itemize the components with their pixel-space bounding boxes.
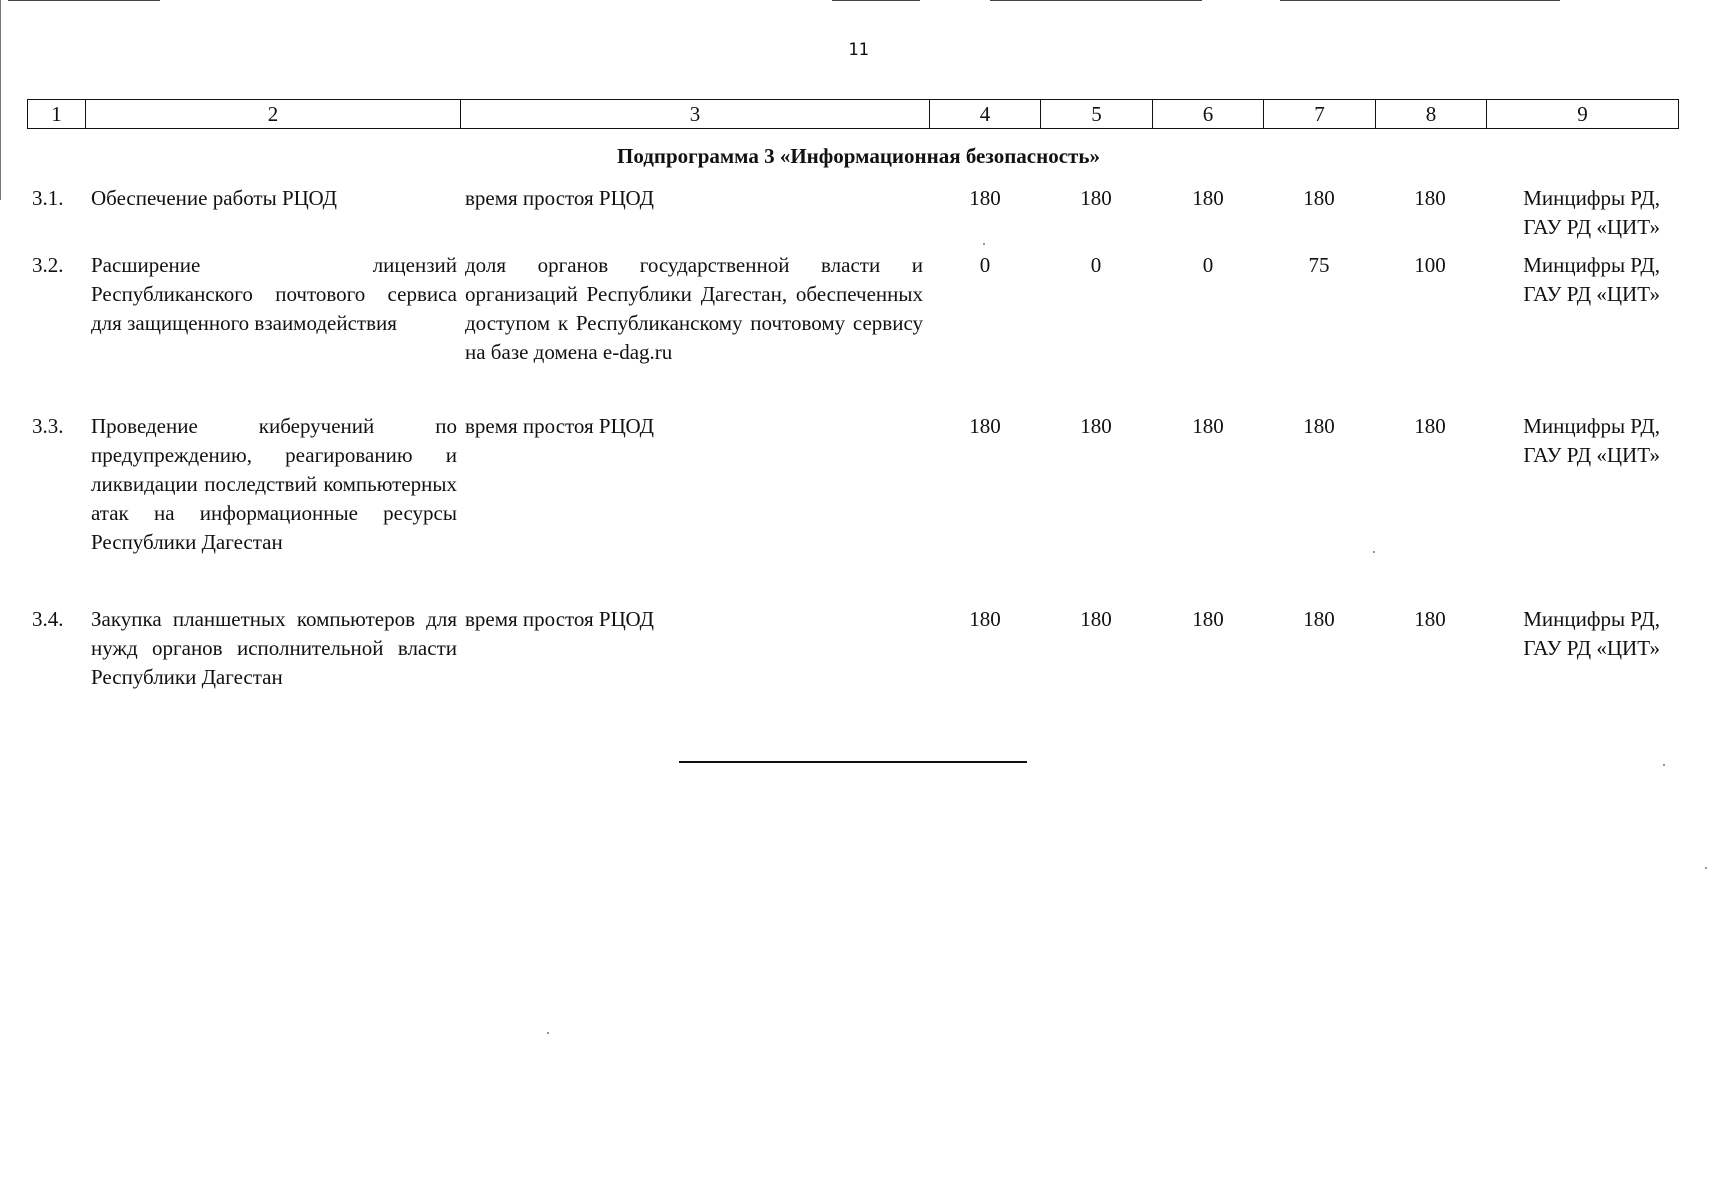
indicator-value: 180 [1192, 607, 1224, 631]
scan-edge-line [8, 0, 160, 1]
responsible-executor [1470, 184, 1660, 242]
indicator-value: 75 [1308, 253, 1330, 277]
indicator-value: 180 [1080, 414, 1112, 438]
responsible-executor [1470, 251, 1660, 309]
responsible-line: Минцифры РД, [1523, 186, 1660, 210]
subprogram-title: Подпрограмма 3 «Информационная безопасность» [617, 144, 1100, 168]
indicator-name: время простоя РЦОД [465, 186, 654, 210]
activity-name: Проведение киберучений по предупреждению, реагированию и ликвидации последствий компьютерных атак на информационные ресурсы Республики Дагестан [91, 414, 457, 554]
scan-speck [1705, 867, 1707, 869]
scan-speck [983, 243, 985, 245]
document-end-rule [679, 761, 1027, 763]
column-number: 4 [930, 100, 1041, 129]
indicator-value: 180 [1303, 186, 1335, 210]
indicator-name: время простоя РЦОД [465, 607, 654, 631]
row-number: 3.1. [32, 186, 64, 210]
indicator-value: 180 [1414, 414, 1446, 438]
indicator-value: 180 [969, 607, 1001, 631]
column-number: 2 [86, 100, 461, 129]
column-number: 9 [1487, 100, 1679, 129]
scan-left-edge [0, 0, 1, 200]
page-number: 11 [848, 40, 869, 60]
column-number: 6 [1153, 100, 1264, 129]
indicator-value: 180 [969, 186, 1001, 210]
row-number: 3.2. [32, 253, 64, 277]
indicator-value: 0 [1202, 253, 1214, 277]
column-number: 1 [28, 100, 86, 129]
column-number: 5 [1041, 100, 1153, 129]
indicator-value: 180 [1414, 186, 1446, 210]
responsible-line: ГАУ РД «ЦИТ» [1523, 215, 1660, 239]
activity-name: Обеспечение работы РЦОД [91, 186, 337, 210]
responsible-line: ГАУ РД «ЦИТ» [1523, 282, 1660, 306]
indicator-value: 0 [1090, 253, 1102, 277]
column-number-header [27, 99, 1679, 129]
scan-edge-line [990, 0, 1202, 1]
column-number: 3 [461, 100, 930, 129]
row-number: 3.3. [32, 414, 64, 438]
scan-speck [1663, 764, 1665, 766]
indicator-value: 180 [1192, 414, 1224, 438]
scan-edge-line [1280, 0, 1560, 1]
indicator-value: 0 [979, 253, 991, 277]
scan-speck [547, 1032, 549, 1034]
indicator-value: 180 [1080, 607, 1112, 631]
activity-name: Закупка планшетных компьютеров для нужд органов исполнительной власти Республики Дагестан [91, 607, 457, 689]
activity-name: Расширение лицензий Республиканского почтового сервиса для защищенного взаимодействия [91, 253, 457, 335]
indicator-value: 100 [1414, 253, 1446, 277]
responsible-line: Минцифры РД, [1523, 414, 1660, 438]
row-number: 3.4. [32, 607, 64, 631]
responsible-line: Минцифры РД, [1523, 253, 1660, 277]
indicator-value: 180 [1303, 414, 1335, 438]
indicator-value: 180 [969, 414, 1001, 438]
responsible-executor [1470, 605, 1660, 663]
indicator-name: доля органов государственной власти и организаций Республики Дагестан, обеспеченных доступом к Республиканскому почтовому сервису на базе домена e-dag.ru [465, 253, 923, 364]
indicator-value: 180 [1303, 607, 1335, 631]
responsible-executor [1470, 412, 1660, 470]
scan-edge-line [832, 0, 920, 1]
scan-speck [1373, 551, 1375, 553]
responsible-line: ГАУ РД «ЦИТ» [1523, 636, 1660, 660]
indicator-name: время простоя РЦОД [465, 414, 654, 438]
indicator-value: 180 [1080, 186, 1112, 210]
column-number: 8 [1376, 100, 1487, 129]
responsible-line: ГАУ РД «ЦИТ» [1523, 443, 1660, 467]
responsible-line: Минцифры РД, [1523, 607, 1660, 631]
column-number: 7 [1264, 100, 1376, 129]
indicator-value: 180 [1414, 607, 1446, 631]
indicator-value: 180 [1192, 186, 1224, 210]
